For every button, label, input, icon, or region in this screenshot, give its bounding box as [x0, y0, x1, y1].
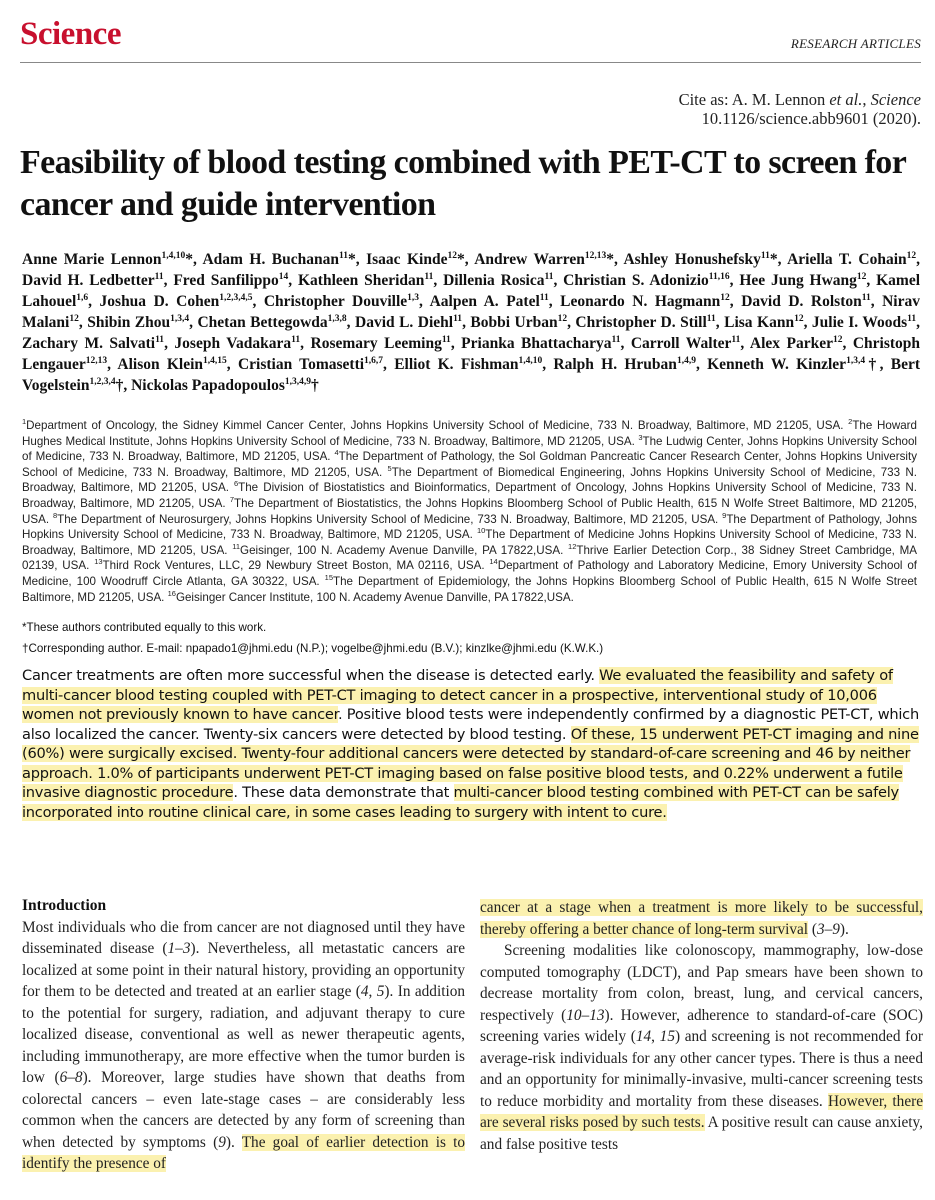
body-text: ). Moreover, large studies have shown that deaths from colorectal cancers – even late-stage cases – are considerably less common when the cancers are detected by any form of screening than when detected by symptoms ( — [22, 1069, 465, 1151]
author-affiliation-marker: 1,3,4 — [170, 313, 190, 324]
author-name: Anne Marie Lennon — [22, 251, 162, 268]
affiliation-text: The Department of Pathology, Johns Hopkins University School of Medicine, 733 N. Broadway, Baltimore, MD 21205, USA. — [22, 512, 917, 542]
body-text: ) and screening is not recommended for average-risk individuals for any other cancer types. There is thus a need and an opportunity for minimally-invasive, multi-cancer screening tests to reduce morbidity and mortality from these diseases. — [480, 1028, 923, 1110]
author-name: Christoph Lengauer — [22, 335, 921, 373]
author-name: Andrew Warren — [474, 251, 585, 268]
author-name: Bert Vogelstein — [22, 356, 920, 394]
author-name: Ariella T. Cohain — [787, 251, 907, 268]
author-affiliation-marker: 1,3 — [407, 292, 420, 303]
abstract-text: . Positive blood tests were independently confirmed by a diagnostic PET-CT, which also localized the cancer. Twenty-six cancers were detected by blood testing. — [22, 706, 919, 743]
highlighted-text: The goal of earlier detection is to identify the presence of — [22, 1133, 465, 1172]
author-affiliation-marker: 11 — [706, 313, 716, 324]
author-name: Christopher D. Still — [575, 314, 707, 331]
citation-reference: 3–9 — [816, 920, 840, 938]
body-text: Screening modalities like colonoscopy, mammography, low-dose computed tomography (LDCT), and Pap smears have been shown to decrease mortality from colon, breast, lung, and cervical cancers, respectively ( — [480, 942, 923, 1024]
author-note-marker: * — [606, 251, 614, 268]
body-text: ( — [808, 920, 817, 938]
author-name: Dillenia Rosica — [443, 272, 545, 289]
author-affiliation-marker: 11 — [154, 271, 164, 282]
highlighted-text: However, there are several risks posed by such tests. — [480, 1092, 923, 1131]
affiliation-text: The Department of Epidemiology, the Johns Hopkins Bloomberg School of Public Health, 615 N Wolfe Street Baltimore, MD 21205, USA. — [22, 574, 917, 604]
author-name: Zachary M. Salvati — [22, 335, 156, 352]
affiliation-number: 11 — [232, 541, 241, 551]
affiliation-text: The Department of Biomedical Engineering, Johns Hopkins University School of Medicine, 733 N. Broadway, Baltimore, MD 21205, USA. — [22, 465, 917, 495]
affiliation-text: Third Rock Ventures, LLC, 29 Newbury Street Boston, MA 02116, USA. — [102, 559, 490, 573]
author-affiliation-marker: 11 — [291, 334, 301, 345]
citation-line-1: Cite as: A. M. Lennon et al., Science — [678, 90, 921, 109]
affiliation-number: 5 — [387, 463, 392, 473]
affiliation-text: The Department of Neurosurgery, Johns Hopkins University School of Medicine, 733 N. Broadway, Baltimore, MD 21205, USA. — [57, 512, 723, 526]
author-affiliation-marker: 11 — [441, 334, 451, 345]
abstract-highlighted-text: Of these, 15 underwent PET-CT imaging and nine (60%) were surgically excised. Twenty-four additional cancers were detected by standard-of-care screening and 46 by neither approach. 1.0% of participants underwent PET-CT imaging based on false positive blood tests, and 0.22% underwent a futile invasive diagnostic procedure — [22, 725, 919, 801]
citation-reference: 4 — [360, 983, 369, 1000]
author-name: Adam H. Buchanan — [202, 251, 339, 268]
author-affiliation-marker: 11 — [539, 292, 549, 303]
author-affiliation-marker: 1,4,10 — [518, 355, 543, 366]
author-name: Joseph Vadakara — [174, 335, 292, 352]
author-affiliation-marker: 12 — [833, 334, 843, 345]
citation-reference: 10–13 — [566, 1006, 605, 1024]
affiliation-number: 14 — [489, 557, 498, 567]
affiliation-text: The Department of Biostatistics, the Johns Hopkins Bloomberg School of Public Health, 615 N Wolfe Street Baltimore, MD 21205, USA. — [22, 496, 917, 526]
affiliation-number: 9 — [722, 510, 727, 520]
author-name: Kamel Lahouel — [22, 272, 921, 310]
abstract — [22, 666, 922, 822]
abstract-highlighted-text: We evaluated the feasibility and safety of multi-cancer blood testing coupled with PET-CT imaging to detect cancer in a prospective, interventional study of 10,006 women not previously known to have cancer — [22, 667, 893, 723]
author-name: Alison Klein — [117, 356, 204, 373]
author-affiliation-marker: 11 — [760, 250, 770, 261]
author-affiliation-marker: 11 — [907, 313, 917, 324]
citation-reference: 14 — [635, 1028, 652, 1045]
author-affiliation-marker: 1,3,4,9 — [284, 376, 311, 387]
author-name: Isaac Kinde — [366, 251, 448, 268]
author-affiliation-marker: 11 — [339, 250, 348, 261]
author-affiliation-marker: 1,6,7 — [364, 355, 384, 366]
affiliation-number: 15 — [324, 573, 334, 583]
intro-right-column — [480, 897, 923, 1155]
citation-reference: 1–3 — [167, 940, 191, 957]
affiliation-text: The Department of Pathology, the Sol Goldman Pancreatic Cancer Research Center, Johns Hopkins University School of Medicine, 733 N. Broadway, Baltimore, MD 21205, USA. — [22, 450, 917, 479]
affiliation-number: 16 — [167, 588, 176, 598]
author-name: Julie I. Woods — [811, 314, 908, 331]
intro-paragraph-2 — [480, 940, 923, 1155]
author-name: Hee Jung Hwang — [739, 272, 857, 289]
author-affiliation-marker: 11 — [611, 334, 621, 345]
author-name: Fred Sanfilippo — [173, 272, 279, 289]
author-note-marker: * — [347, 251, 356, 268]
citation-line-2: 10.1126/science.abb9601 (2020). — [701, 109, 921, 128]
affiliation-number: 10 — [476, 526, 486, 536]
science-logo: Science — [20, 16, 121, 52]
affiliation-number: 4 — [334, 448, 339, 458]
author-note-marker: † — [865, 356, 880, 373]
author-affiliation-marker: 12 — [720, 292, 730, 303]
author-name: Ashley Honushefsky — [623, 251, 761, 268]
header-rule — [20, 62, 921, 63]
author-affiliation-marker: 1,3,4 — [846, 355, 866, 366]
affiliation-text: Department of Pathology and Laboratory Medicine, Emory University School of Medicine, 100 Woodruff Circle Atlanta, GA 30322, USA. — [22, 559, 917, 588]
citation-reference: 9 — [218, 1133, 226, 1151]
author-affiliation-marker: 1,2,3,4,5 — [219, 292, 253, 303]
citation-reference: 15 — [659, 1028, 675, 1045]
author-affiliation-marker: 1,2,3,4 — [89, 376, 116, 387]
citation — [521, 90, 921, 128]
author-affiliation-marker: 12 — [906, 250, 917, 261]
author-name: Kenneth W. Kinzler — [707, 356, 847, 373]
author-affiliation-marker: 11 — [861, 292, 871, 303]
affiliation-number: 12 — [568, 541, 577, 551]
author-affiliation-marker: 12 — [856, 271, 867, 282]
affiliation-number: 6 — [233, 479, 239, 489]
author-note-marker: † — [115, 377, 124, 394]
author-note-marker: * — [456, 251, 465, 268]
affiliation-text: The Department of Medicine Johns Hopkins University School of Medicine, 733 N. Broadway, Baltimore, MD 21205, USA. — [22, 528, 917, 557]
author-list: Anne Marie Lennon$^{1,4,10}$*, Adam H. Buchanan$^{11}$*, Isaac Kinde$^{12}$*, Andrew Warren$^{12,13}$*, Ashley Honushefsky$^{11}$*, Ariella T. Cohain$^{12}$, David H. Ledbetter$^{11}$, Fred Sanfilippo$^{14}$, Kathleen Sheridan$^{11}$, Dillenia Rosica$^{11}$, Christian S. Adonizio$^{11,16}$, Hee Jung Hwang$^{12}$, Kamel Lahouel$^{1,6}$, Joshua D. Cohen$^{1,2,3,4,5}$, Christopher Douville$^{1,3}$, Aalpen A. Patel$^{11}$, Leonardo N. Hagmann$^{12}$, David D. Rolston$^{11}$, Nirav Malani$^{12}$, Shibin Zhou$^{1,3,4}$, Chetan Bettegowda$^{1,3,8}$, David L. Diehl$^{11}$, Bobbi Urban$^{12}$, Christopher D. Still$^{11}$, Lisa Kann$^{12}$, Julie I. Woods$^{11}$, Zachary M. Salvati$^{11}$, Joseph Vadakara$^{11}$, Rosemary Leeming$^{11}$, Prianka Bhattacharya$^{11}$, Carroll Walter$^{11}$, Alex Parker$^{12}$, Christoph Lengauer$^{12,13}$, Alison Klein$^{1,4,15}$, Cristian Tomasetti$^{1,6,7}$, Elliot K. Fishman$^{1,4,10}$, Ralph H. Hruban$^{1,4,9}$, Kenneth W. Kinzler$^{1,3,4}$†, Bert Vogelstein$^{1,2,3,4}$†, Nickolas Papadopoulos$^{1,3,4,9}$† — [22, 250, 921, 394]
author-note-marker: * — [185, 251, 193, 268]
author-name: Ralph H. Hruban — [553, 356, 677, 373]
intro-paragraph-1 — [22, 917, 465, 1175]
abstract-text: Cancer treatments are often more successful when the disease is detected early. — [22, 667, 600, 684]
section-label: RESEARCH ARTICLES — [790, 36, 921, 51]
author-affiliation-marker: 11 — [544, 271, 554, 282]
author-affiliation-marker: 11 — [453, 313, 463, 324]
author-name: Aalpen A. Patel — [429, 293, 540, 310]
body-text: , — [368, 983, 377, 1000]
author-affiliation-marker: 11,16 — [708, 271, 730, 282]
corresponding-author-note: †Corresponding author. E-mail: npapado1@jhmi.edu (N.P.); vogelbe@jhmi.edu (B.V.); kinzlke@jhmi.edu (K.W.K.) — [22, 642, 604, 655]
author-name: Rosemary Leeming — [310, 335, 442, 352]
intro-left-column — [22, 895, 465, 1175]
abstract-text: . These data demonstrate that — [233, 784, 454, 801]
author-name: Nickolas Papadopoulos — [131, 377, 285, 394]
author-affiliation-marker: 1,4,9 — [676, 355, 696, 366]
body-text: ). — [839, 920, 849, 938]
author-name: Bobbi Urban — [470, 314, 558, 331]
body-text: Most individuals who die from cancer are not diagnosed until they have disseminated disease ( — [22, 918, 465, 957]
affiliation-number: 8 — [52, 510, 58, 520]
author-note-marker: * — [769, 251, 778, 268]
author-name: Carroll Walter — [630, 335, 732, 352]
author-name: Christopher Douville — [263, 293, 408, 310]
author-name: Prianka Bhattacharya — [461, 335, 612, 352]
author-name: Kathleen Sheridan — [297, 272, 425, 289]
author-name: David D. Rolston — [741, 293, 862, 310]
author-affiliation-marker: 1,4,10 — [161, 250, 186, 261]
intro-paragraph-1-continued — [480, 897, 923, 940]
author-affiliation-marker: 1,3,8 — [327, 313, 347, 324]
citation-reference: 5 — [376, 983, 385, 1000]
affiliation-number: 1 — [22, 417, 27, 427]
affiliation-number: 3 — [638, 432, 643, 442]
author-name: Leonardo N. Hagmann — [560, 293, 721, 310]
author-affiliation-marker: 12,13 — [85, 355, 108, 366]
author-affiliation-marker: 1,4,15 — [203, 355, 227, 366]
citation-reference: 6–8 — [59, 1069, 83, 1086]
author-name: Nirav Malani — [22, 293, 920, 331]
author-name: Elliot K. Fishman — [394, 356, 519, 373]
affiliation-text: The Ludwig Center, Johns Hopkins University School of Medicine, 733 N. Broadway, Baltimore, MD 21205, USA. — [22, 434, 917, 464]
author-name: David L. Diehl — [355, 314, 454, 331]
body-text: ). Nevertheless, all metastatic cancers are localized at some point in their natural history, providing an opportunity for them to be detected and treated at an earlier stage ( — [22, 940, 465, 1000]
affiliations — [22, 418, 917, 605]
affiliation-number: 7 — [229, 495, 234, 505]
author-affiliation-marker: 12 — [794, 313, 804, 324]
author-note-marker: † — [310, 377, 319, 394]
affiliation-text: Geisinger, 100 N. Academy Avenue Danville, PA 17822,USA. — [240, 543, 569, 557]
affiliation-text: The Division of Biostatistics and Bioinformatics, Department of Oncology, Johns Hopkins University School of Medicine, 733 N. Broadway, Baltimore, MD 21205, USA. — [22, 481, 917, 510]
affiliation-text: Department of Oncology, the Sidney Kimmel Cancer Center, Johns Hopkins University School of Medicine, 733 N. Broadway, Baltimore, MD 21205, USA. — [26, 419, 849, 432]
equal-contribution-note: *These authors contributed equally to this work. — [22, 621, 267, 634]
affiliation-number: 2 — [848, 417, 853, 427]
author-name: Alex Parker — [749, 335, 833, 352]
author-name: Joshua D. Cohen — [99, 293, 220, 310]
author-name: Lisa Kann — [724, 314, 795, 331]
author-affiliation-marker: 12 — [447, 250, 457, 261]
intro-heading: Introduction — [22, 897, 107, 914]
author-affiliation-marker: 11 — [731, 334, 741, 345]
body-text: ). In addition to the potential for surgery, radiation, and adjuvant therapy to cure localized disease, conventional as well as newer therapeutic agents, including immunotherapy, are more effective when the tumor burden is low ( — [22, 983, 465, 1086]
author-name: Christian S. Adonizio — [563, 272, 709, 289]
author-affiliation-marker: 1,6 — [76, 292, 89, 303]
author-name: Chetan Bettegowda — [197, 314, 328, 331]
body-text: A positive result can cause anxiety, and false positive tests — [480, 1114, 923, 1153]
affiliation-text: Thrive Earlier Detection Corp., 38 Sidney Street Cambridge, MA 02139, USA. — [22, 543, 917, 573]
body-text: ). However, adherence to standard-of-care (SOC) screening varies widely ( — [480, 1006, 923, 1045]
affiliation-text: The Howard Hughes Medical Institute, Johns Hopkins University School of Medicine, 733 N. Broadway, Baltimore, MD 21205, USA. — [22, 419, 917, 448]
abstract-highlighted-text: multi-cancer blood testing combined with PET-CT can be safely incorporated into routine clinical care, in some cases leading to surgery with intent to cure. — [22, 784, 899, 821]
article-title: Feasibility of blood testing combined with PET-CT to screen for cancer and guide intervention — [20, 144, 906, 223]
author-name: Shibin Zhou — [87, 314, 171, 331]
author-affiliation-marker: 12 — [557, 313, 568, 324]
highlighted-text: cancer at a stage when a treatment is more likely to be successful, thereby offering a better chance of long-term survival — [480, 899, 923, 938]
author-affiliation-marker: 14 — [278, 271, 289, 282]
author-affiliation-marker: 11 — [424, 271, 434, 282]
body-text: , — [651, 1028, 660, 1045]
author-affiliation-marker: 12,13 — [584, 250, 607, 261]
body-text: ). — [225, 1133, 242, 1151]
author-name: Cristian Tomasetti — [237, 356, 365, 373]
author-affiliation-marker: 11 — [155, 334, 165, 345]
author-name: David H. Ledbetter — [22, 272, 155, 289]
author-affiliation-marker: 12 — [69, 313, 79, 324]
affiliation-text: Geisinger Cancer Institute, 100 N. Academy Avenue Danville, PA 17822,USA. — [175, 590, 574, 604]
affiliation-number: 13 — [94, 557, 103, 567]
